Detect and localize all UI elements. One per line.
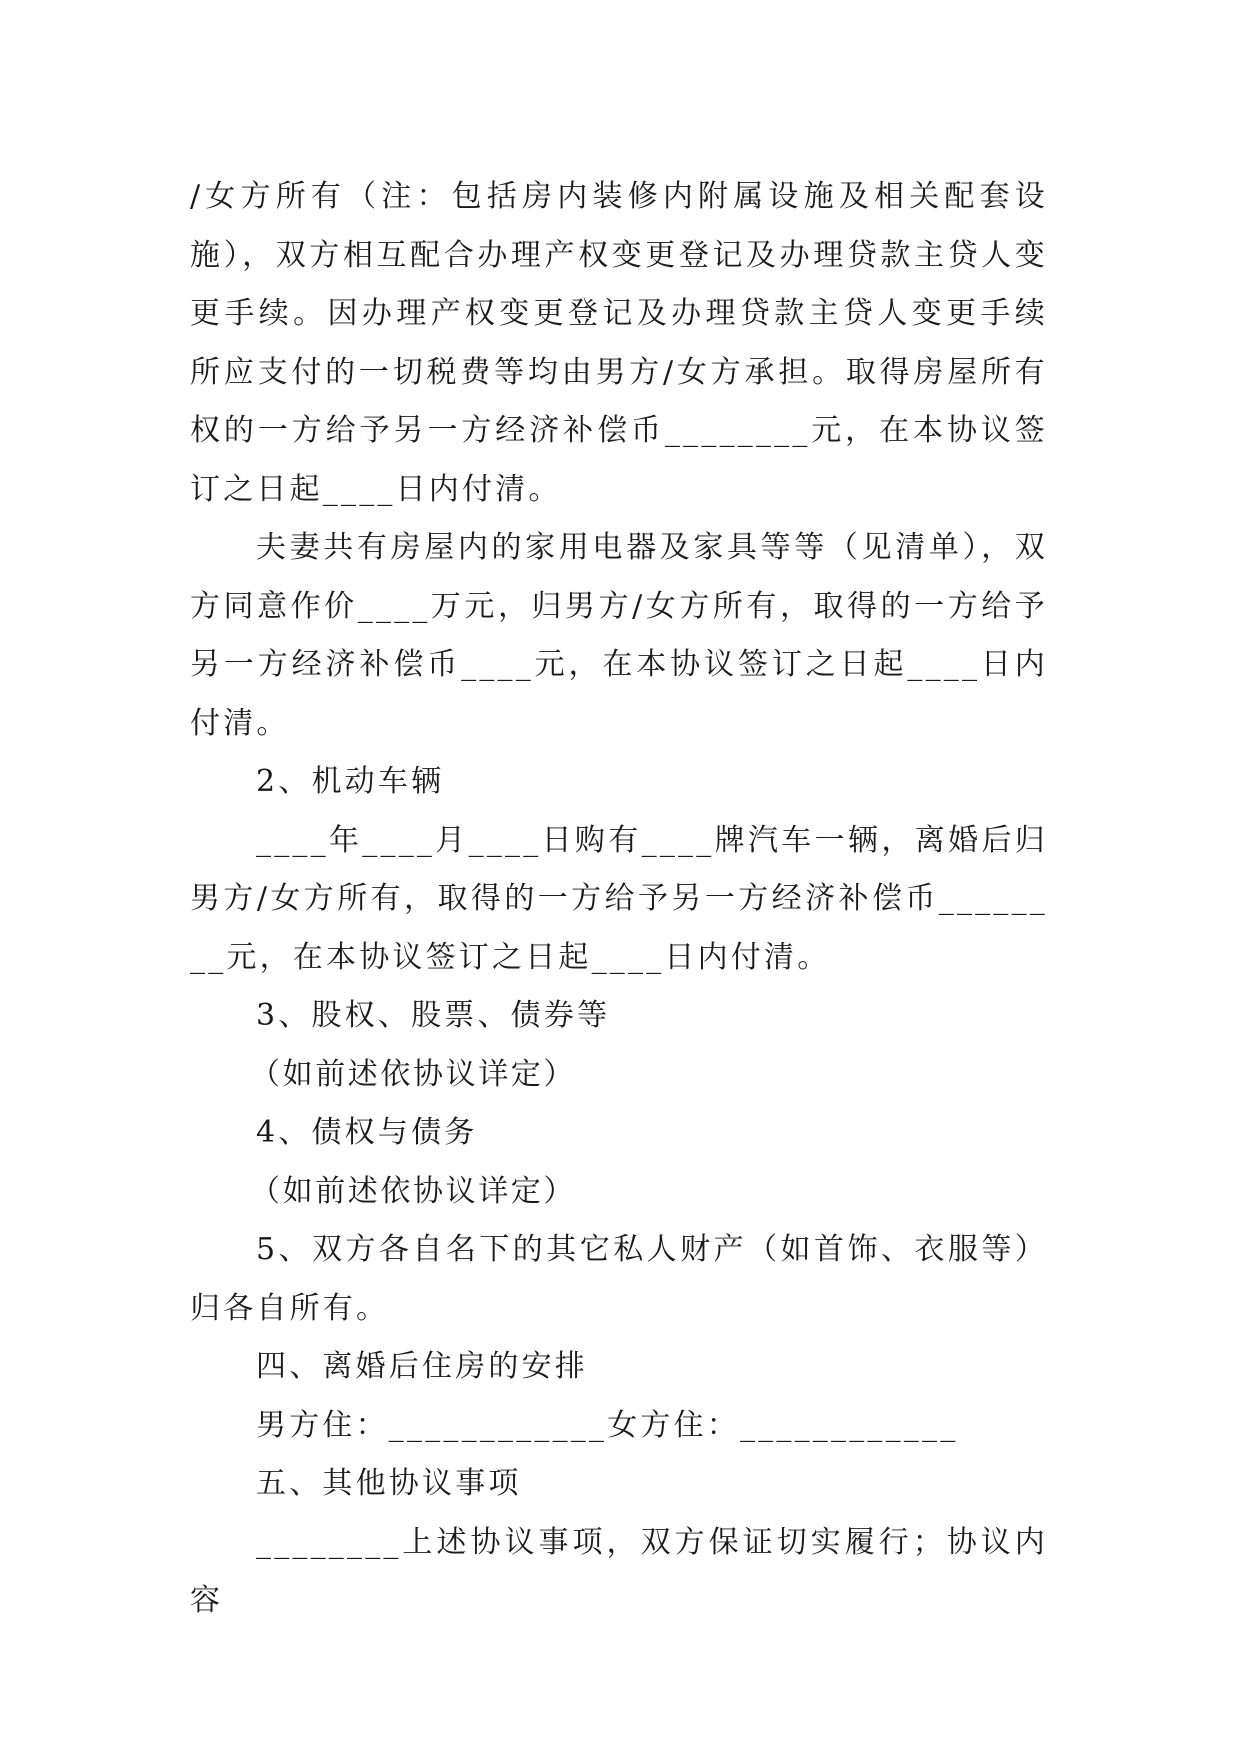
heading-equity: 3、股权、股票、债券等 — [256, 998, 611, 1033]
paragraph-vehicle: ____年____月____日购有____牌汽车一辆，离婚后归男方/女方所有，取得的一方给予另一方经济补偿币________元，在本协议签订之日起____日内付清。 — [190, 822, 1048, 975]
paragraph-other: ________上述协议事项，双方保证切实履行；协议内容 — [190, 1524, 1048, 1618]
paragraph-house-transfer: /女方所有（注：包括房内装修内附属设施及相关配套设施），双方相互配合办理产权变更登记及办理贷款主贷人变更手续。因办理产权变更登记及办理贷款主贷人变更手续所应支付的一切税费等均由男方/女方承担。取得房屋所有权的一方给予另一方经济补偿币________元，在本协议签订之日起____日内付清。 — [190, 179, 1048, 507]
heading-housing: 四、离婚后住房的安排 — [256, 1349, 588, 1384]
note-equity: （如前述依协议详定） — [250, 1056, 576, 1092]
paragraph-appliances: 夫妻共有房屋内的家用电器及家具等等（见清单），双方同意作价____万元，归男方/女方所有，取得的一方给予另一方经济补偿币____元，在本协议签订之日起____日内付清。 — [190, 530, 1048, 741]
heading-vehicle: 2、机动车辆 — [256, 764, 445, 799]
document-body — [190, 168, 1048, 1631]
paragraph-personal-property: 5、双方各自名下的其它私人财产（如首饰、衣服等）归各自所有。 — [190, 1232, 1048, 1326]
paragraph-housing: 男方住：____________女方住：____________ — [256, 1407, 959, 1443]
note-debts: （如前述依协议详定） — [250, 1173, 576, 1209]
heading-debts: 4、债权与债务 — [256, 1115, 478, 1150]
heading-other: 五、其他协议事项 — [256, 1466, 522, 1501]
